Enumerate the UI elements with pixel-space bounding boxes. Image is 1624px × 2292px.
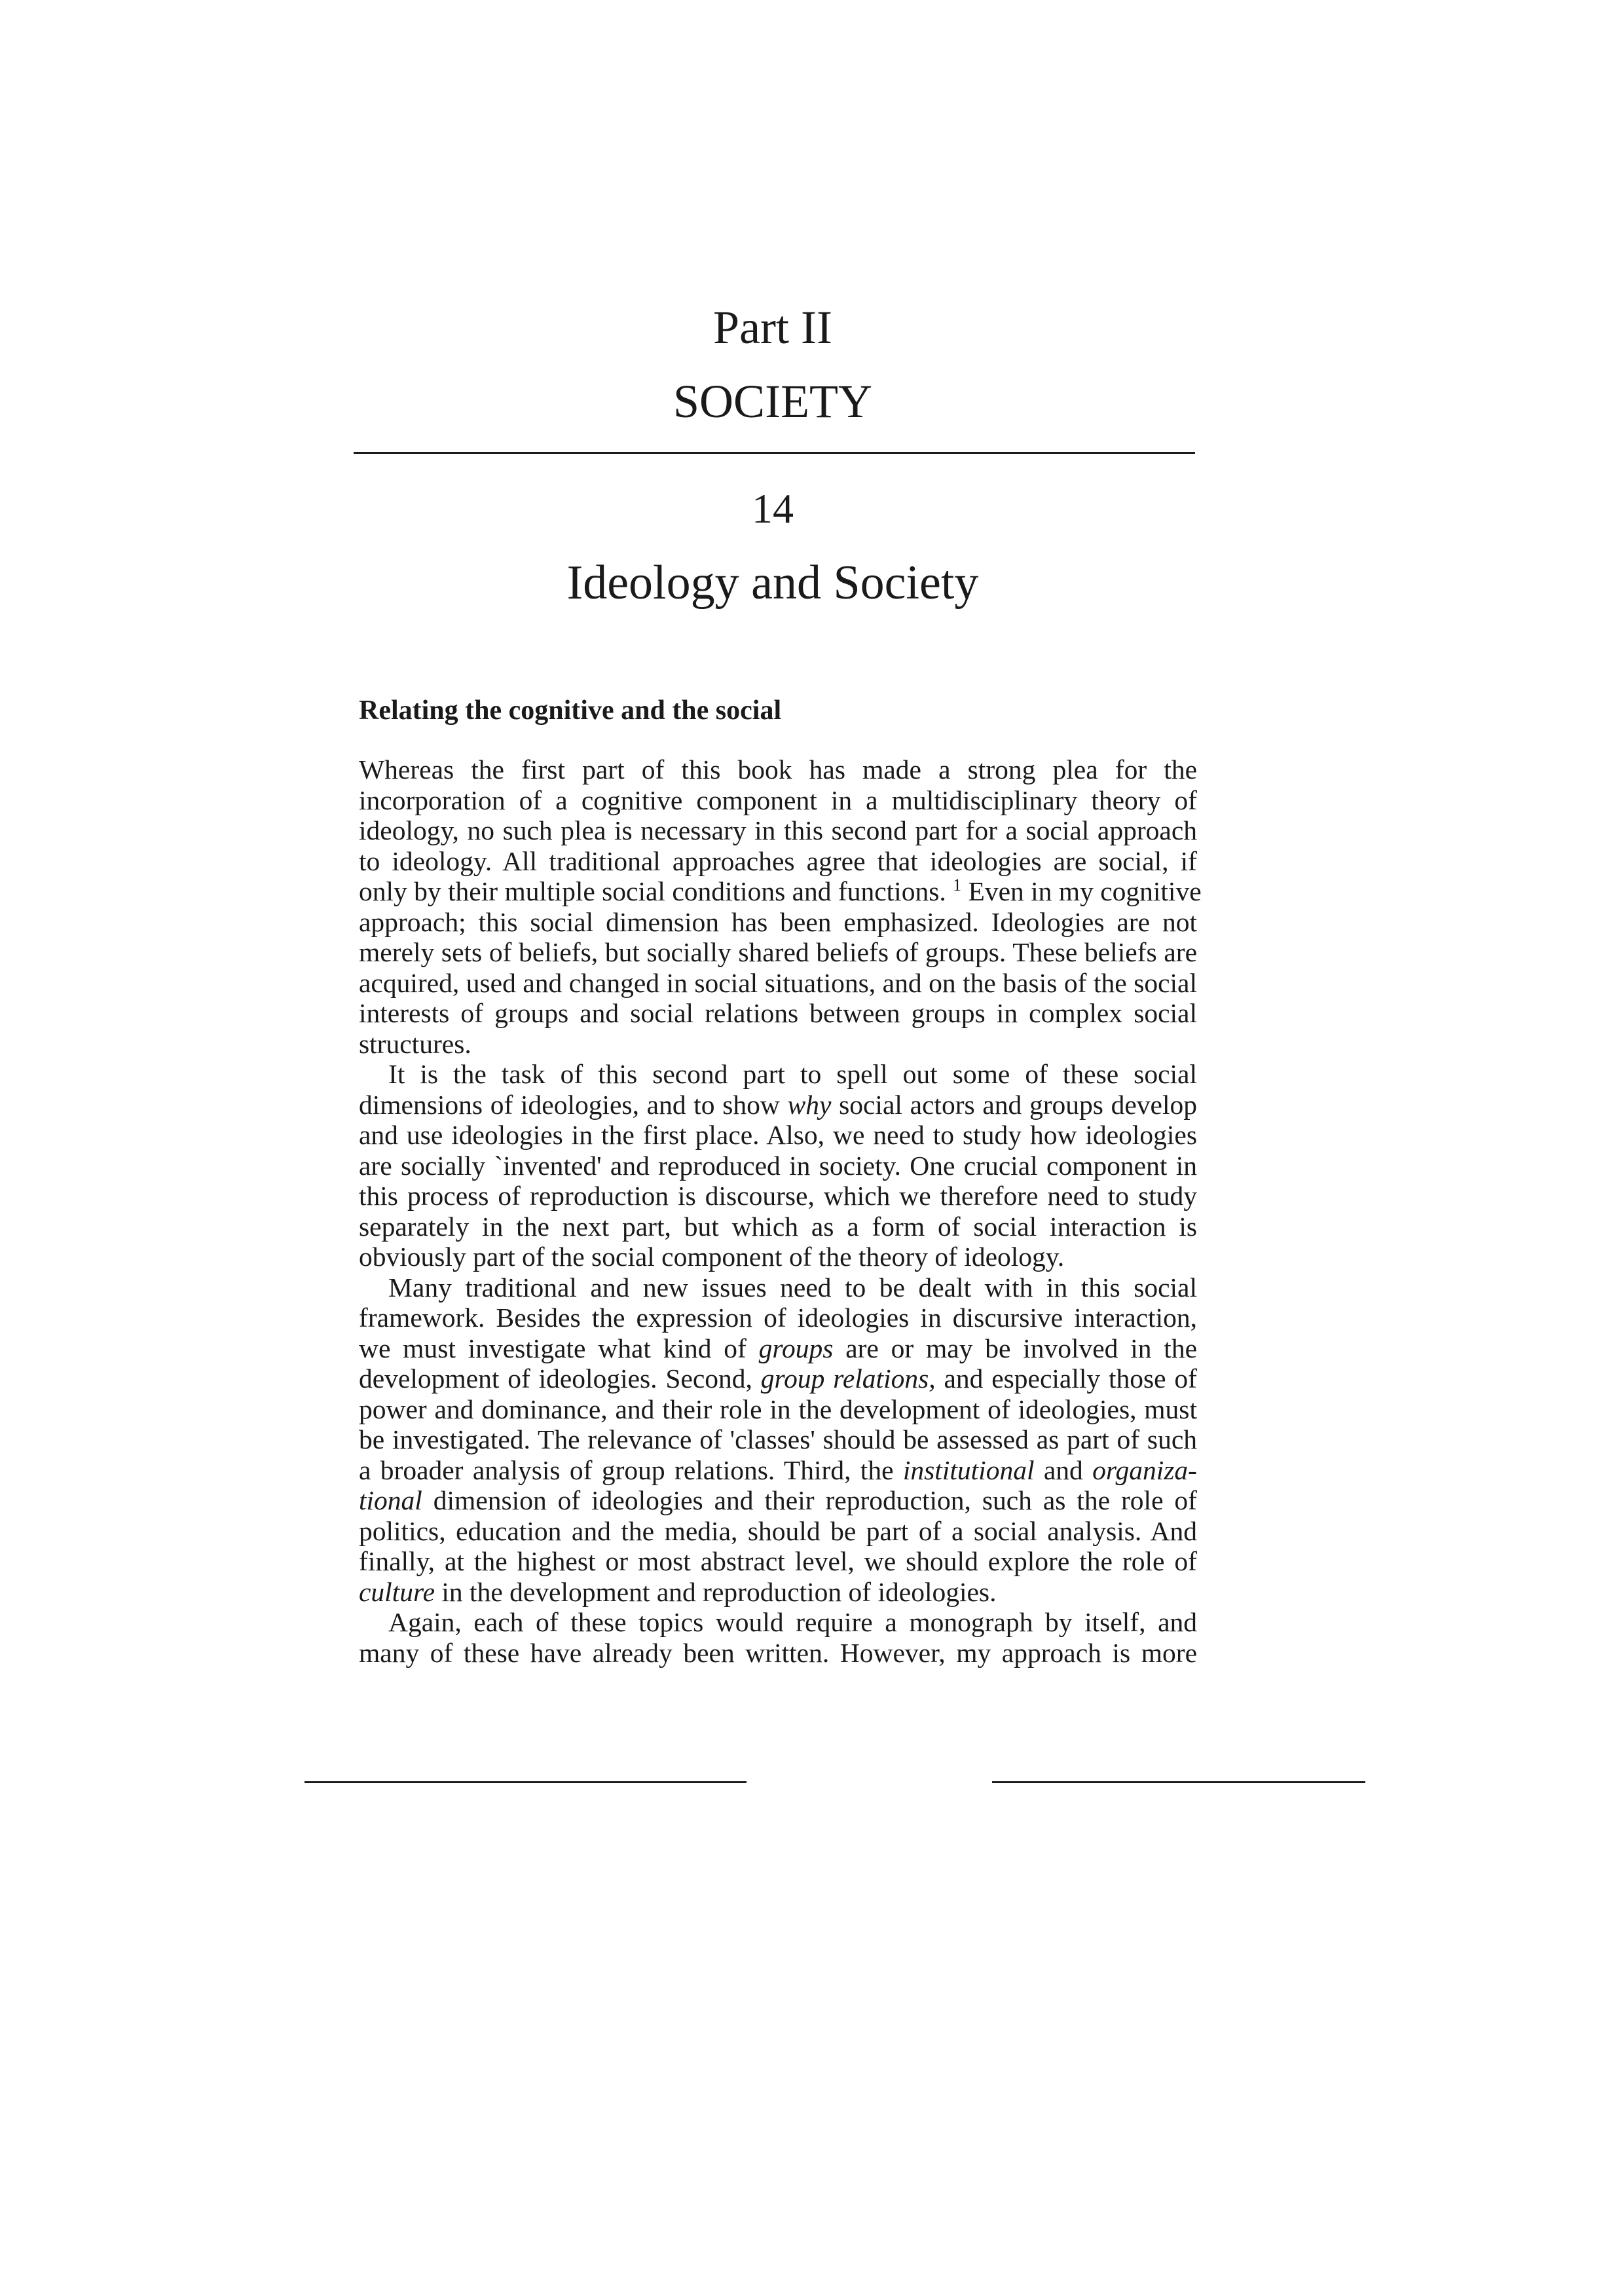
chapter-number: 14 [752, 485, 794, 532]
text-line [359, 1059, 1197, 1090]
text-span: and [1034, 1454, 1093, 1485]
text-span: this process of reproduction is discourse, which we therefore need to study [359, 1181, 1197, 1211]
text-span: only by their multiple social conditions and functions. [359, 876, 953, 906]
text-line [359, 1516, 1197, 1547]
emphasis: organiza- [1092, 1454, 1198, 1485]
text-line [359, 1211, 1197, 1242]
text-line [359, 785, 1197, 816]
text-line [359, 1029, 1197, 1060]
text-span: incorporation of a cognitive component in a multidisciplinary theory of [359, 785, 1197, 815]
text-span: and especially those of [935, 1363, 1197, 1394]
text-span: interests of groups and social relations between groups in complex social [359, 998, 1197, 1028]
chapter-title: Ideology and Society [566, 556, 979, 610]
text-span: in the development and reproduction of ideologies. [435, 1576, 997, 1607]
text-span: power and dominance, and their role in the development of ideologies, must [359, 1394, 1197, 1424]
part-subtitle: SOCIETY [673, 375, 872, 428]
text-line [359, 907, 1197, 938]
text-span: separately in the next part, but which as a form of social interaction is [359, 1211, 1197, 1242]
text-line [359, 968, 1197, 999]
text-span: acquired, used and changed in social situations, and on the basis of the social [359, 967, 1197, 998]
footnote-marker: 1 [953, 876, 962, 895]
text-span: are socially `invented' and reproduced in society. One crucial component in [359, 1150, 1197, 1181]
text-line [359, 1181, 1197, 1211]
text-line [359, 1455, 1197, 1486]
text-line [359, 1394, 1197, 1425]
footer-rule-left [304, 1781, 747, 1783]
text-span: finally, at the highest or most abstract level, we should explore the role of [359, 1546, 1197, 1576]
text-line [359, 937, 1197, 968]
text-line [359, 1424, 1197, 1455]
text-line [359, 1333, 1197, 1364]
text-span: approach; this social dimension has been emphasized. Ideologies are not [359, 906, 1197, 937]
text-span: dimensions of ideologies, and to show [359, 1089, 788, 1120]
text-span: Again, each of these topics would require a monograph by itself, and [388, 1607, 1197, 1637]
section-heading: Relating the cognitive and the social [359, 695, 782, 726]
text-span: many of these have already been written. However, my approach is more [359, 1637, 1197, 1668]
text-span: Whereas the first part of this book has made a strong plea for the [359, 754, 1197, 785]
emphasis: groups [758, 1333, 834, 1363]
text-line [359, 1242, 1197, 1272]
text-line [359, 1638, 1197, 1669]
text-line [359, 1151, 1197, 1181]
text-line [359, 1120, 1197, 1151]
divider-rule [354, 452, 1195, 454]
text-span: to ideology. All traditional approaches agree that ideologies are social, if [359, 845, 1197, 876]
text-line [359, 998, 1197, 1029]
text-line [359, 1546, 1197, 1577]
text-line [359, 1363, 1197, 1394]
text-span: are or may be involved in the [833, 1333, 1197, 1363]
footer-rule-right [992, 1781, 1365, 1783]
text-line [359, 1303, 1197, 1333]
part-title: Part II [713, 301, 832, 354]
emphasis: institutional [902, 1454, 1035, 1485]
text-line [359, 815, 1197, 846]
text-line [359, 846, 1197, 877]
text-span: merely sets of beliefs, but socially shared beliefs of groups. These beliefs are [359, 937, 1197, 967]
text-span: obviously part of the social component of the theory of ideology. [359, 1242, 1065, 1272]
text-line [359, 1485, 1197, 1516]
text-line [359, 1607, 1197, 1638]
text-span: ideology, no such plea is necessary in this second part for a social approach [359, 815, 1197, 845]
emphasis: group relations, [760, 1363, 936, 1394]
text-span: and use ideologies in the first place. Also, we need to study how ideologies [359, 1120, 1197, 1150]
text-line [359, 754, 1197, 785]
emphasis: why [787, 1089, 832, 1120]
text-line [359, 1090, 1197, 1120]
text-line [359, 1577, 1197, 1608]
text-span: a broader analysis of group relations. Third, the [359, 1454, 903, 1485]
text-span: dimension of ideologies and their reproduction, such as the role of [422, 1485, 1197, 1515]
text-span: Even in my cognitive [961, 876, 1202, 906]
text-span: structures. [359, 1028, 471, 1059]
emphasis: tional [359, 1485, 422, 1515]
text-span: framework. Besides the expression of ideologies in discursive interaction, [359, 1303, 1197, 1333]
body-text [359, 754, 1202, 1668]
text-line [359, 1272, 1197, 1303]
text-line [359, 876, 1202, 907]
text-span: development of ideologies. Second, [359, 1363, 761, 1394]
text-span: It is the task of this second part to spell out some of these social [388, 1059, 1197, 1089]
text-span: we must investigate what kind of [359, 1333, 759, 1363]
text-span: Many traditional and new issues need to be dealt with in this social [388, 1272, 1197, 1303]
text-span: be investigated. The relevance of 'classes' should be assessed as part of such [359, 1424, 1197, 1454]
emphasis: culture [359, 1576, 435, 1607]
text-span: social actors and groups develop [831, 1089, 1197, 1120]
text-span: politics, education and the media, should be part of a social analysis. And [359, 1515, 1197, 1546]
